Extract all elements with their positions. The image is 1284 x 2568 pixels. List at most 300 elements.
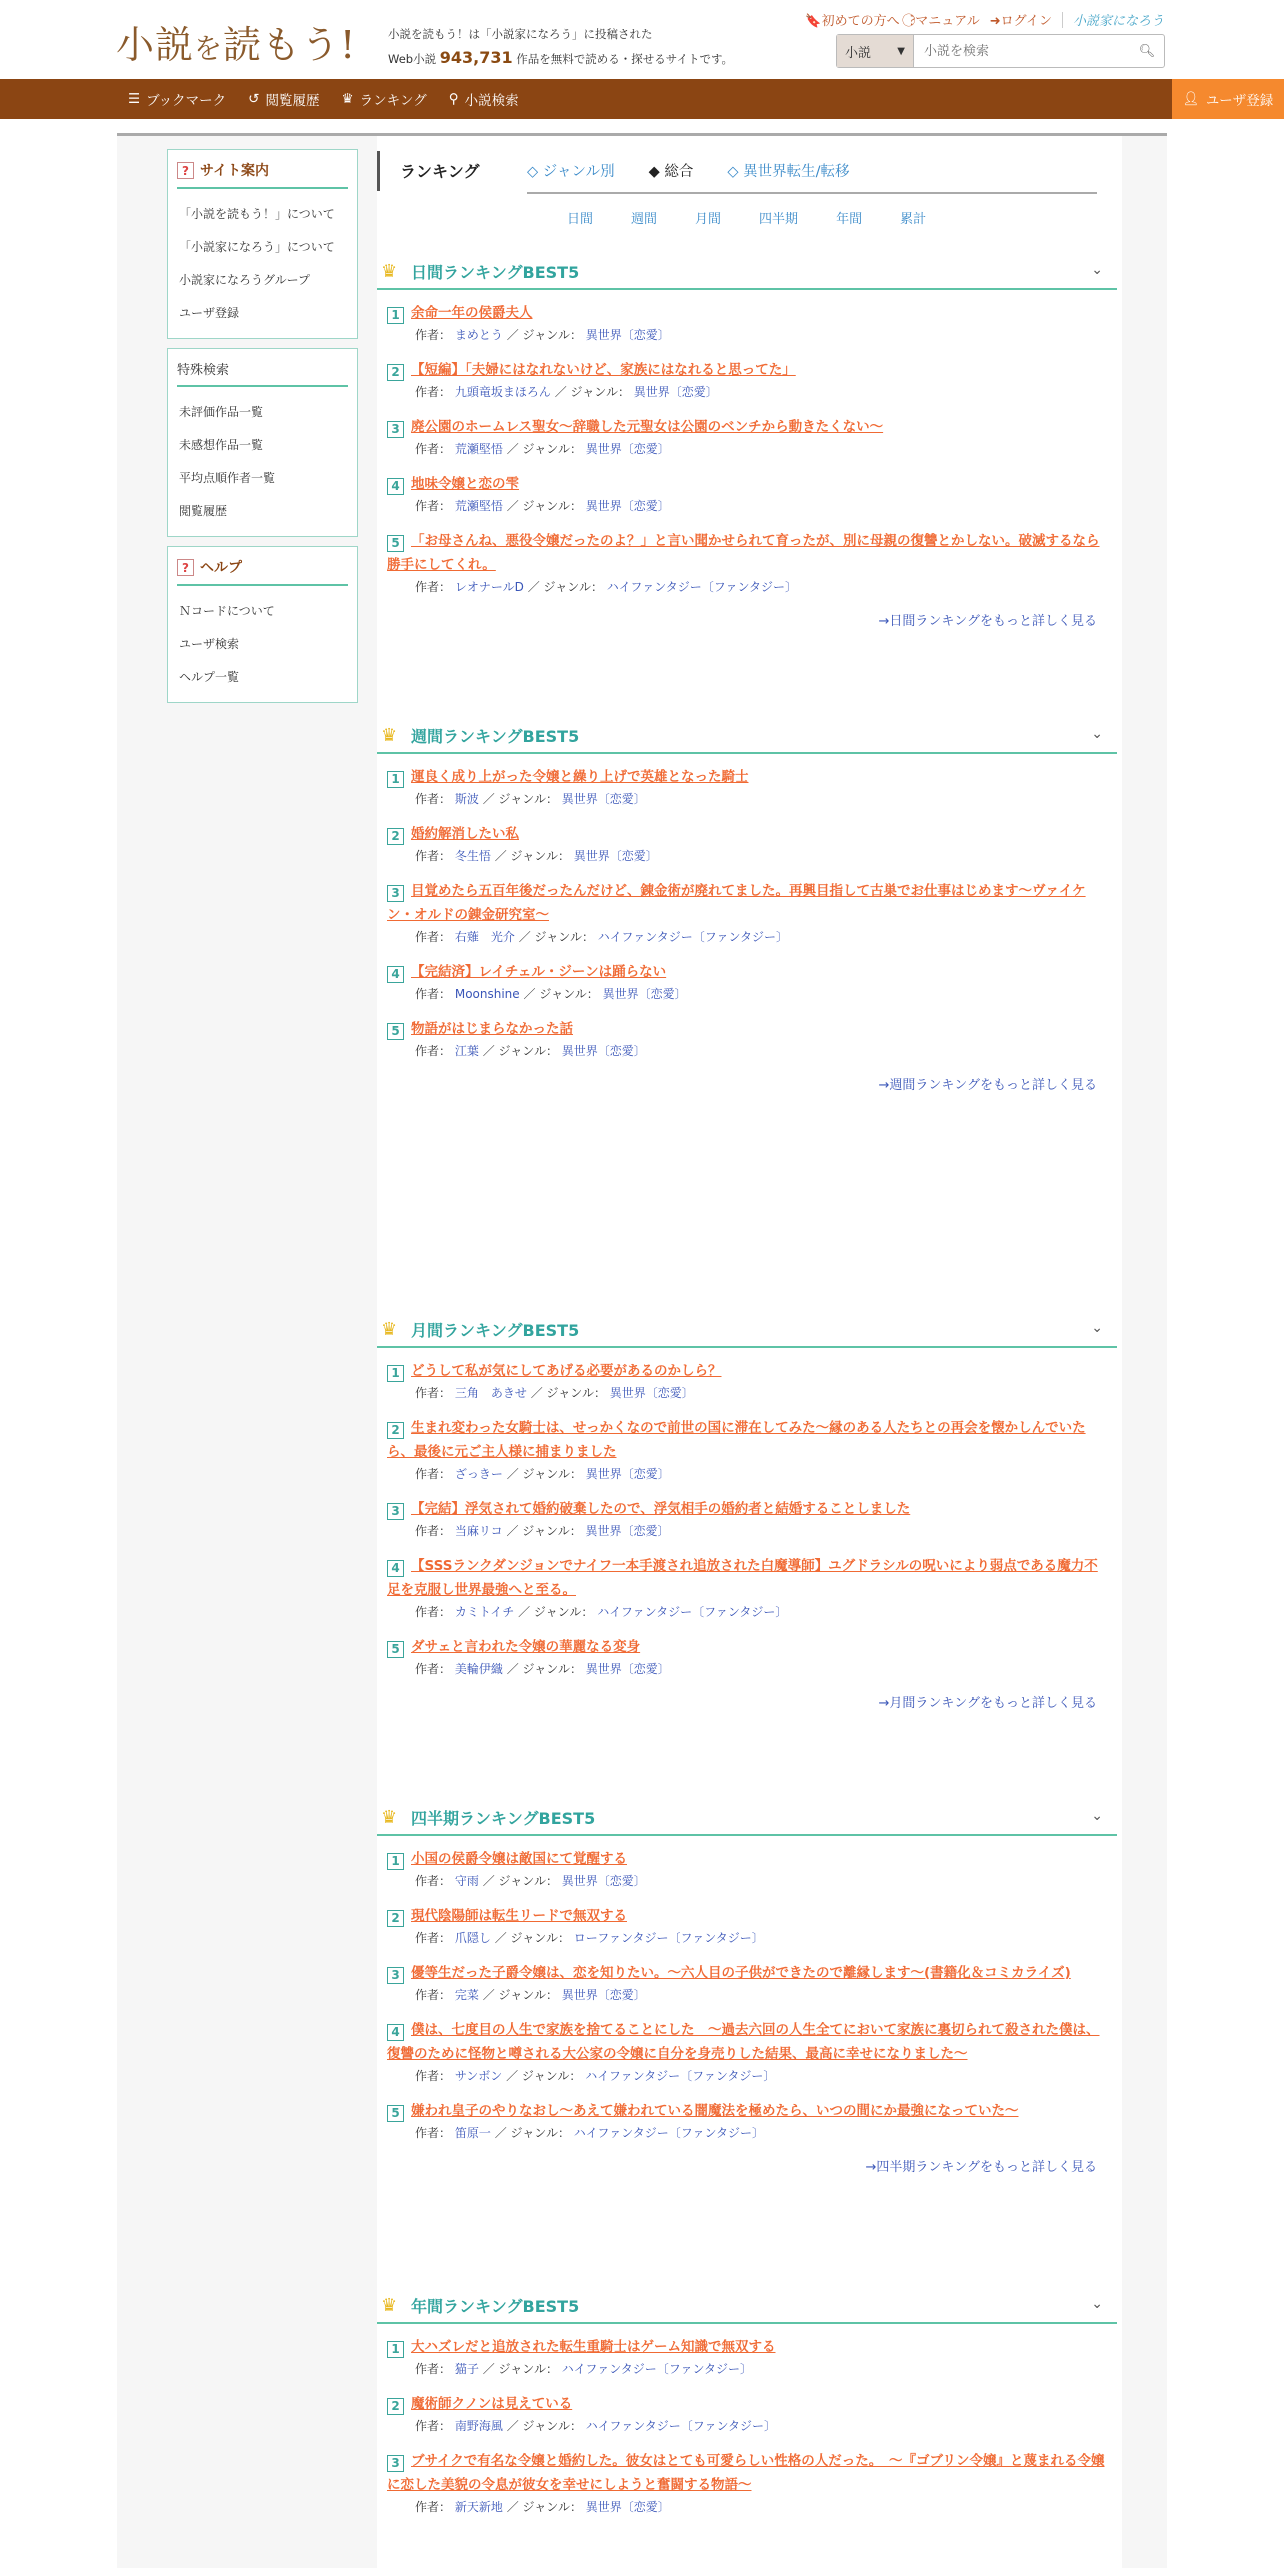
author-link[interactable]: レオナールD xyxy=(454,580,524,594)
novel-meta xyxy=(387,2497,1107,2517)
novel-title-link[interactable] xyxy=(387,1554,1107,1602)
genre-label: ／ ジャンル： xyxy=(554,385,630,399)
ranking-item xyxy=(387,472,1107,516)
author-label: 作者： xyxy=(415,1662,452,1676)
author-label: 作者： xyxy=(415,849,452,863)
ranking-item xyxy=(387,1961,1107,2005)
author-link[interactable]: 三角 あきせ xyxy=(454,1386,527,1400)
section-header[interactable] xyxy=(377,718,1117,754)
novel-title-link[interactable] xyxy=(387,2099,1107,2123)
novel-meta xyxy=(387,1041,1107,1061)
search-input[interactable] xyxy=(914,35,1130,67)
ranking-item xyxy=(387,2018,1107,2086)
sidebar-item-narou-group[interactable]: 小説家になろうグループ xyxy=(179,273,311,287)
novel-title: 嫌われ皇子のやりなおし～あえて嫌われている闇魔法を極めたら、いつの間にか最強になっていた～ xyxy=(411,2103,1019,2119)
novel-title: 【完結済】レイチェル・ジーンは踊らない xyxy=(411,964,667,980)
sidebar-item-no-reviews[interactable]: 未感想作品一覧 xyxy=(179,438,264,452)
special-search-box xyxy=(167,348,358,537)
question-icon: ? xyxy=(177,162,194,179)
genre-link[interactable]: 異世界〔恋愛〕 xyxy=(585,1662,670,1676)
ranking-item xyxy=(387,2449,1107,2517)
nav-bookmark[interactable] xyxy=(128,89,226,109)
tagline-line1: 小説を読もう！は「小説家になろう」に投稿された xyxy=(388,27,653,41)
logo-text-3: 読もう! xyxy=(223,23,357,67)
novel-title: 小国の侯爵令嬢は敵国にて覚醒する xyxy=(411,1851,627,1867)
rank-badge: 1 xyxy=(387,1365,404,1382)
rank-badge: 3 xyxy=(387,421,404,438)
novel-meta xyxy=(387,1521,1107,1541)
period-quarterly[interactable]: 四半期 xyxy=(759,212,799,227)
nav-bookmark-label: ブックマーク xyxy=(146,93,227,109)
genre-label: ／ ジャンル： xyxy=(482,1988,558,2002)
novel-title-link[interactable] xyxy=(387,822,1107,846)
novel-meta xyxy=(387,1464,1107,1484)
search-box xyxy=(836,34,1165,68)
tab-total[interactable]: ◆ 総合 xyxy=(648,164,694,180)
novel-title-link[interactable] xyxy=(387,472,1107,496)
novel-title-link[interactable] xyxy=(387,2449,1107,2497)
ranking-item xyxy=(387,301,1107,345)
rank-badge: 3 xyxy=(387,1503,404,1520)
genre-label: ／ ジャンル： xyxy=(506,2069,582,2083)
author-label: 作者： xyxy=(415,2126,452,2140)
crown-icon: ♛ xyxy=(381,724,398,746)
more-ranking-link[interactable]: →四半期ランキングをもっと詳しく見る xyxy=(865,2160,1097,2175)
novel-meta xyxy=(387,1985,1107,2005)
ranking-item xyxy=(387,960,1107,1004)
tagline-suffix: 作品を無料で読める・探せるサイトです。 xyxy=(516,52,734,66)
nav-search-label: 小説検索 xyxy=(464,93,519,109)
novel-meta xyxy=(387,382,1107,402)
author-link[interactable]: 猫子 xyxy=(454,2362,479,2376)
author-label: 作者： xyxy=(415,1988,452,2002)
novel-title-link[interactable] xyxy=(387,1635,1107,1659)
author-link[interactable]: 完菜 xyxy=(454,1988,479,2002)
rank-badge: 2 xyxy=(387,1422,404,1439)
genre-label: ／ ジャンル： xyxy=(523,987,599,1001)
nav-ranking-label: ランキング xyxy=(359,93,427,109)
genre-link[interactable]: 異世界〔恋愛〕 xyxy=(585,2500,670,2514)
main-nav xyxy=(0,79,1284,119)
novel-title: 優等生だった子爵令嬢は、恋を知りたい。～六人目の子供ができたので離縁します～(書籍化＆コミカライズ) xyxy=(411,1965,1071,1981)
genre-label: ／ ジャンル： xyxy=(518,1605,594,1619)
novel-meta xyxy=(387,496,1107,516)
genre-link[interactable]: 異世界〔恋愛〕 xyxy=(585,1524,670,1538)
author-link[interactable]: 新天新地 xyxy=(454,2500,503,2514)
novel-meta xyxy=(387,2359,1107,2379)
search-button[interactable] xyxy=(1130,35,1164,67)
author-link[interactable]: まめとう xyxy=(454,328,503,342)
ranking-item xyxy=(387,1554,1107,1622)
ranking-item xyxy=(387,2392,1107,2436)
genre-link[interactable]: ハイファンタジー〔ファンタジー〕 xyxy=(597,930,788,944)
ranking-item xyxy=(387,1904,1107,1948)
crown-icon: ♛ xyxy=(341,91,354,107)
register-button[interactable] xyxy=(1172,79,1284,119)
novel-title: ダサェと言われた令嬢の華麗なる変身 xyxy=(411,1639,641,1655)
author-link[interactable]: Moonshine xyxy=(454,987,520,1001)
section-header[interactable] xyxy=(377,2288,1117,2324)
genre-label: ／ ジャンル： xyxy=(506,2500,582,2514)
novel-title-link[interactable] xyxy=(387,1497,1107,1521)
nav-history-label: 閲覧履歴 xyxy=(265,93,320,109)
novel-title: 僕は、七度目の人生で家族を捨てることにした ～過去六回の人生全てにおいて家族に裏切られて殺された僕は、復讐のために怪物と噂される大公家の令嬢に自分を身売りした結果、最高に幸せになりました～ xyxy=(387,2022,1100,2062)
chevron-down-icon[interactable]: ⌄ xyxy=(1091,2296,1103,2312)
period-links xyxy=(567,208,926,227)
rank-badge: 5 xyxy=(387,535,404,552)
genre-label: ／ ジャンル： xyxy=(506,1662,582,1676)
novel-title: 魔術師クノンは見えている xyxy=(411,2396,573,2412)
rank-badge: 3 xyxy=(387,1967,404,1984)
novel-title: 【短編】「夫婦にはなれないけど、家族にはなれると思ってた」 xyxy=(411,362,796,378)
novel-meta xyxy=(387,1659,1107,1679)
genre-link[interactable]: 異世界〔恋愛〕 xyxy=(561,1044,646,1058)
section-title: 日間ランキングBEST5 xyxy=(411,262,580,282)
rank-badge: 1 xyxy=(387,771,404,788)
page-title: ランキング xyxy=(400,162,480,181)
ranking-content xyxy=(377,136,1122,2568)
novel-title-link[interactable] xyxy=(387,301,1107,325)
ranking-section xyxy=(377,718,1117,1093)
login-link-label: ログイン xyxy=(1000,14,1052,29)
novel-meta xyxy=(387,2066,1107,2086)
ranking-item xyxy=(387,879,1107,947)
novel-meta xyxy=(387,2123,1107,2143)
login-icon: ➜ xyxy=(989,14,1001,29)
divider xyxy=(1062,12,1063,28)
author-link[interactable]: 右薙 光介 xyxy=(454,930,515,944)
search-icon: 🔍︎ xyxy=(1138,43,1156,59)
author-link[interactable]: 笛原一 xyxy=(454,2126,491,2140)
rank-badge: 4 xyxy=(387,1560,404,1577)
novel-title-link[interactable] xyxy=(387,1904,1107,1928)
section-title: 四半期ランキングBEST5 xyxy=(411,1808,596,1828)
novel-meta xyxy=(387,325,1107,345)
rank-badge: 3 xyxy=(387,2455,404,2472)
user-icon: 👤︎ xyxy=(1182,91,1200,107)
genre-label: ／ ジャンル： xyxy=(518,930,594,944)
site-logo[interactable] xyxy=(116,14,356,69)
genre-link[interactable]: 異世界〔恋愛〕 xyxy=(561,792,646,806)
beginner-link-label: 初めての方へ xyxy=(821,14,900,29)
more-ranking-link[interactable]: →月間ランキングをもっと詳しく見る xyxy=(878,1696,1097,1711)
question-icon: ? xyxy=(177,559,194,576)
section-title: 年間ランキングBEST5 xyxy=(411,2296,580,2316)
rank-badge: 2 xyxy=(387,2398,404,2415)
author-label: 作者： xyxy=(415,442,452,456)
ranking-item xyxy=(387,2335,1107,2379)
author-label: 作者： xyxy=(415,499,452,513)
ranking-item xyxy=(387,1017,1107,1061)
novel-meta xyxy=(387,984,1107,1004)
rank-badge: 4 xyxy=(387,478,404,495)
nav-ranking[interactable] xyxy=(341,89,426,109)
crown-icon: ♛ xyxy=(381,1806,398,1828)
genre-link[interactable]: 異世界〔恋愛〕 xyxy=(561,1988,646,2002)
author-label: 作者： xyxy=(415,2419,452,2433)
author-link[interactable]: 江葉 xyxy=(454,1044,479,1058)
beginner-link[interactable] xyxy=(805,10,899,29)
section-title: 週間ランキングBEST5 xyxy=(411,726,580,746)
genre-link[interactable]: ハイファンタジー〔ファンタジー〕 xyxy=(597,1605,788,1619)
novel-title-link[interactable] xyxy=(387,765,1107,789)
genre-link[interactable]: 異世界〔恋愛〕 xyxy=(585,1467,670,1481)
ranking-item xyxy=(387,822,1107,866)
main-area xyxy=(117,133,1167,2568)
genre-label: ／ ジャンル： xyxy=(527,580,603,594)
author-label: 作者： xyxy=(415,930,452,944)
login-link[interactable] xyxy=(990,10,1052,29)
novel-meta xyxy=(387,789,1107,809)
genre-label: ／ ジャンル： xyxy=(494,2126,570,2140)
genre-label: ／ ジャンル： xyxy=(494,1931,570,1945)
register-label: ユーザ登録 xyxy=(1205,93,1274,109)
ranking-section xyxy=(377,1800,1117,2175)
novel-meta xyxy=(387,927,1107,947)
novel-title-link[interactable] xyxy=(387,415,1107,439)
author-label: 作者： xyxy=(415,1044,452,1058)
section-header[interactable] xyxy=(377,1800,1117,1836)
ranking-item xyxy=(387,765,1107,809)
list-icon: ☰ xyxy=(128,91,141,107)
period-monthly[interactable]: 月間 xyxy=(695,212,722,227)
section-header[interactable] xyxy=(377,254,1117,290)
novel-title: 地味令嬢と恋の雫 xyxy=(411,476,519,492)
novel-title-link[interactable] xyxy=(387,358,1107,382)
chevron-down-icon[interactable]: ⌄ xyxy=(1091,1320,1103,1336)
ranking-item xyxy=(387,358,1107,402)
novel-title-link[interactable] xyxy=(387,529,1107,577)
sidebar-item-help-list[interactable]: ヘルプ一覧 xyxy=(179,670,240,684)
novel-title: 現代陰陽師は転生リードで無双する xyxy=(411,1908,627,1924)
author-link[interactable]: カミトイチ xyxy=(454,1605,515,1619)
novel-meta xyxy=(387,577,1107,597)
genre-label: ／ ジャンル： xyxy=(482,1044,558,1058)
genre-link[interactable]: 異世界〔恋愛〕 xyxy=(609,1386,694,1400)
ranking-tabs xyxy=(377,151,1097,191)
genre-link[interactable]: ハイファンタジー〔ファンタジー〕 xyxy=(585,2419,776,2433)
author-label: 作者： xyxy=(415,1386,452,1400)
genre-link[interactable]: ハイファンタジー〔ファンタジー〕 xyxy=(606,580,797,594)
sidebar-item-about-yomou[interactable]: 「小説を読もう！」について xyxy=(179,207,335,221)
chevron-down-icon: ▼ xyxy=(897,45,905,57)
work-count: 943,731 xyxy=(439,48,513,67)
novel-title: 運良く成り上がった令嬢と繰り上げで英雄となった騎士 xyxy=(411,769,749,785)
novel-meta xyxy=(387,439,1107,459)
author-label: 作者： xyxy=(415,2069,452,2083)
novel-meta xyxy=(387,2416,1107,2436)
novel-title: 大ハズレだと追放された転生重騎士はゲーム知識で無双する xyxy=(411,2339,776,2355)
chevron-down-icon[interactable]: ⌄ xyxy=(1091,1808,1103,1824)
rank-badge: 2 xyxy=(387,1910,404,1927)
novel-title: 婚約解消したい私 xyxy=(411,826,519,842)
top-header xyxy=(0,0,1284,79)
site-tagline xyxy=(388,22,733,71)
more-ranking-link[interactable]: →週間ランキングをもっと詳しく見る xyxy=(878,1078,1097,1093)
author-link[interactable]: 冬生悟 xyxy=(454,849,491,863)
genre-link[interactable]: ハイファンタジー〔ファンタジー〕 xyxy=(561,2362,752,2376)
rank-badge: 2 xyxy=(387,828,404,845)
novel-title: 廃公園のホームレス聖女～辞職した元聖女は公園のベンチから動きたくない～ xyxy=(411,419,884,435)
sidebar-item-register[interactable]: ユーザ登録 xyxy=(179,306,240,320)
search-type-select[interactable] xyxy=(837,35,914,67)
logo-text-1: 小説 xyxy=(116,23,195,67)
period-cumulative[interactable]: 累計 xyxy=(900,212,927,227)
genre-label: ／ ジャンル： xyxy=(482,1874,558,1888)
period-weekly[interactable]: 週間 xyxy=(631,212,658,227)
genre-link[interactable]: 異世界〔恋愛〕 xyxy=(573,849,658,863)
sidebar-item-unrated[interactable]: 未評価作品一覧 xyxy=(179,405,264,419)
novel-meta xyxy=(387,1602,1107,1622)
ranking-item xyxy=(387,2099,1107,2143)
novel-title-link[interactable] xyxy=(387,2392,1107,2416)
author-label: 作者： xyxy=(415,328,452,342)
genre-link[interactable]: ローファンタジー〔ファンタジー〕 xyxy=(573,1931,764,1945)
narou-logo-link[interactable]: 小説家になろう xyxy=(1072,14,1164,29)
genre-link[interactable]: ハイファンタジー〔ファンタジー〕 xyxy=(585,2069,776,2083)
genre-label: ／ ジャンル： xyxy=(506,2419,582,2433)
novel-meta xyxy=(387,1383,1107,1403)
ranking-item xyxy=(387,1416,1107,1484)
author-link[interactable]: 南野海風 xyxy=(454,2419,503,2433)
author-label: 作者： xyxy=(415,385,452,399)
rank-badge: 5 xyxy=(387,1641,404,1658)
novel-meta xyxy=(387,1928,1107,1948)
ranking-item xyxy=(387,1359,1107,1403)
manual-link-label: マニュアル xyxy=(915,14,980,29)
genre-label: ／ ジャンル： xyxy=(482,2362,558,2376)
ranking-item xyxy=(387,1497,1107,1541)
rank-badge: 2 xyxy=(387,364,404,381)
genre-label: ／ ジャンル： xyxy=(506,1467,582,1481)
rank-badge: 4 xyxy=(387,966,404,983)
genre-link[interactable]: 異世界〔恋愛〕 xyxy=(602,987,687,1001)
novel-meta xyxy=(387,1871,1107,1891)
search-type-value: 小説 xyxy=(845,45,872,61)
author-link[interactable]: 荒瀬堅悟 xyxy=(454,499,503,513)
tab-genre[interactable]: ◇ ジャンル別 xyxy=(527,164,615,180)
ranking-item xyxy=(387,529,1107,597)
top-links xyxy=(805,10,1164,29)
author-label: 作者： xyxy=(415,1605,452,1619)
novel-title: 目覚めたら五百年後だったんだけど、錬金術が廃れてました。再興目指して古巣でお仕事はじめます～ヴァイケン・オルドの錬金研究室～ xyxy=(387,883,1086,923)
rank-badge: 5 xyxy=(387,2105,404,2122)
ranking-item xyxy=(387,1847,1107,1891)
novel-title-link[interactable] xyxy=(387,1961,1107,1985)
author-label: 作者： xyxy=(415,987,452,1001)
author-link[interactable]: 斯波 xyxy=(454,792,479,806)
novel-title: どうして私が気にしてあげる必要があるのかしら？ xyxy=(411,1363,722,1379)
nav-search[interactable] xyxy=(449,89,519,109)
history-icon: ↺ xyxy=(248,91,260,107)
special-search-heading: 特殊検索 xyxy=(177,355,348,387)
logo-text-2: を xyxy=(194,32,224,65)
rank-badge: 3 xyxy=(387,885,404,902)
author-link[interactable]: ざっきー xyxy=(454,1467,503,1481)
novel-title: 生まれ変わった女騎士は、せっかくなので前世の国に滞在してみた～縁のある人たちとの再会を懐かしんでいたら、最後に元ご主人様に捕まりました xyxy=(387,1420,1086,1460)
ranking-item xyxy=(387,1635,1107,1679)
search-icon: ⚲ xyxy=(448,91,459,107)
author-label: 作者： xyxy=(415,1931,452,1945)
manual-link[interactable] xyxy=(910,10,980,29)
sidebar-item-avg-score[interactable]: 平均点順作者一覧 xyxy=(179,471,276,485)
genre-link[interactable]: 異世界〔恋愛〕 xyxy=(633,385,718,399)
genre-link[interactable]: 異世界〔恋愛〕 xyxy=(585,328,670,342)
help-box xyxy=(167,546,358,703)
author-link[interactable]: 美輪伊織 xyxy=(454,1662,503,1676)
sidebar-item-about-narou[interactable]: 「小説家になろう」について xyxy=(179,240,335,254)
author-link[interactable]: 荒瀬堅悟 xyxy=(454,442,503,456)
help-heading xyxy=(177,553,348,586)
rank-badge: 1 xyxy=(387,307,404,324)
section-header[interactable] xyxy=(377,1312,1117,1348)
tab-isekai[interactable]: ◇ 異世界転生/転移 xyxy=(727,164,850,180)
genre-link[interactable]: ハイファンタジー〔ファンタジー〕 xyxy=(573,2126,764,2140)
novel-title-link[interactable] xyxy=(387,960,1107,984)
period-daily[interactable]: 日間 xyxy=(567,212,594,227)
author-link[interactable]: 当麻リコ xyxy=(454,1524,503,1538)
period-yearly[interactable]: 年間 xyxy=(836,212,863,227)
genre-link[interactable]: 異世界〔恋愛〕 xyxy=(585,442,670,456)
author-label: 作者： xyxy=(415,792,452,806)
author-link[interactable]: 爪隠し xyxy=(454,1931,491,1945)
author-label: 作者： xyxy=(415,2362,452,2376)
author-link[interactable]: 守雨 xyxy=(454,1874,479,1888)
novel-title-link[interactable] xyxy=(387,1847,1107,1871)
ranking-section xyxy=(377,1312,1117,1711)
genre-link[interactable]: 異世界〔恋愛〕 xyxy=(561,1874,646,1888)
novel-title: 物語がはじまらなかった話 xyxy=(411,1021,573,1037)
site-guide-title: サイト案内 xyxy=(200,163,270,179)
sidebar-item-history[interactable]: 閲覧履歴 xyxy=(179,504,228,518)
ranking-section xyxy=(377,2288,1117,2530)
site-guide-box xyxy=(167,149,358,339)
crown-icon: ♛ xyxy=(381,2294,398,2316)
more-ranking-link[interactable]: →日間ランキングをもっと詳しく見る xyxy=(878,614,1097,629)
author-label: 作者： xyxy=(415,1874,452,1888)
novel-title: 「お母さんね、悪役令嬢だったのよ？」と言い聞かせられて育ったが、別に母親の復讐とかしない。破滅するなら勝手にしてくれ。 xyxy=(387,533,1100,573)
rank-badge: 4 xyxy=(387,2024,404,2041)
genre-label: ／ ジャンル： xyxy=(506,328,582,342)
genre-label: ／ ジャンル： xyxy=(506,499,582,513)
novel-title-link[interactable] xyxy=(387,1416,1107,1464)
sidebar-item-user-search[interactable]: ユーザ検索 xyxy=(179,637,240,651)
novel-title-link[interactable] xyxy=(387,1017,1107,1041)
novel-title: 【SSSランクダンジョンでナイフ一本手渡され追放された白魔導師】ユグドラシルの呪いにより弱点である魔力不足を克服し世界最強へと至る。 xyxy=(387,1558,1098,1598)
novel-meta xyxy=(387,846,1107,866)
chevron-down-icon[interactable]: ⌄ xyxy=(1091,726,1103,742)
author-label: 作者： xyxy=(415,1524,452,1538)
novel-title-link[interactable] xyxy=(387,2335,1107,2359)
novel-title-link[interactable] xyxy=(387,879,1107,927)
rank-badge: 5 xyxy=(387,1023,404,1040)
sidebar-item-ncode[interactable]: Ｎコードについて xyxy=(179,604,275,618)
site-guide-heading xyxy=(177,156,348,189)
author-label: 作者： xyxy=(415,2500,452,2514)
chevron-down-icon[interactable]: ⌄ xyxy=(1091,262,1103,278)
author-label: 作者： xyxy=(415,1467,452,1481)
rank-badge: 1 xyxy=(387,1853,404,1870)
novel-title-link[interactable] xyxy=(387,2018,1107,2066)
nav-history[interactable] xyxy=(248,89,319,109)
author-link[interactable]: サンボン xyxy=(454,2069,503,2083)
crown-icon: ♛ xyxy=(381,1318,398,1340)
genre-link[interactable]: 異世界〔恋愛〕 xyxy=(585,499,670,513)
author-link[interactable]: 九頭竜坂まほろん xyxy=(454,385,551,399)
question-circle-icon: ?⃝ xyxy=(909,14,916,29)
novel-title-link[interactable] xyxy=(387,1359,1107,1383)
ranking-item xyxy=(387,415,1107,459)
